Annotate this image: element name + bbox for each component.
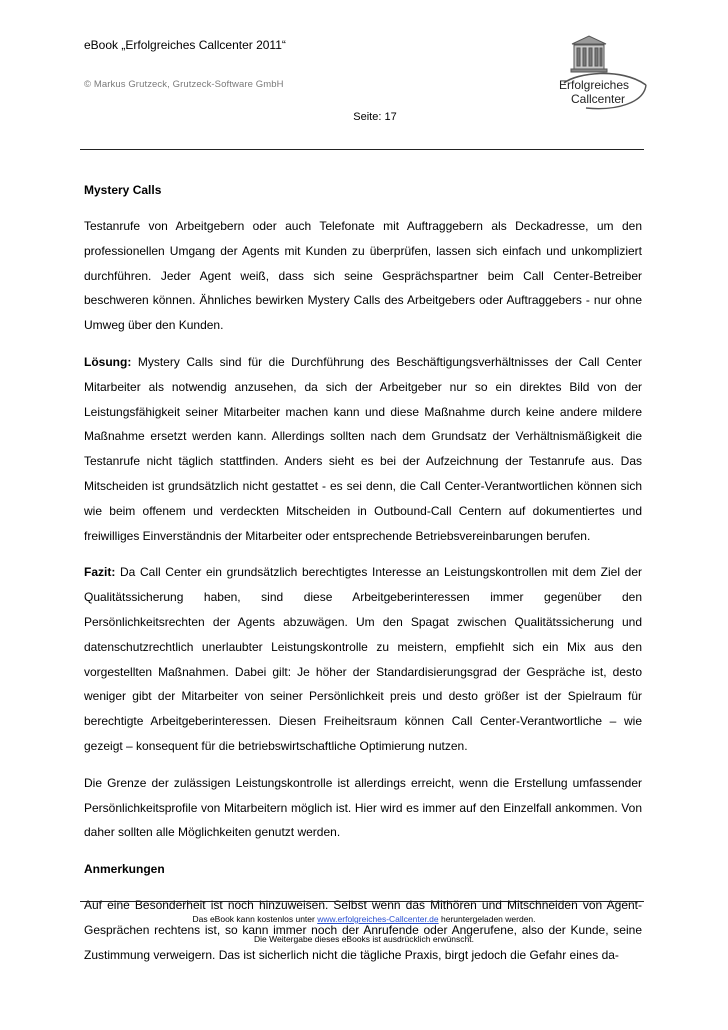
heading-mystery-calls: Mystery Calls xyxy=(84,183,162,197)
footer-text-after: heruntergeladen werden. xyxy=(438,914,536,924)
footer-sharing-note: Die Weitergabe dieses eBooks ist ausdrücklich erwünscht. xyxy=(253,934,474,944)
paragraph-fazit xyxy=(84,560,642,758)
heading-anmerkungen: Anmerkungen xyxy=(84,862,165,877)
header-divider xyxy=(80,149,644,150)
fazit-text: Da Call Center ein grundsätzlich berechtigtes Interesse an Leistungskontrollen mit dem Ziel der Qualitätssicherung haben, sind diese Arbeitgeberinteressen immer gegenüber den Persönlichkeitsrechten der Agents abzuwägen. Um den Spagat zwischen Qualitätssicherung und datenschutzrechtlich unerlaubter Leistungskontrolle zu meistern, empfiehlt sich ein Mix aus den vorgestellten Maßnahmen. Dabei gilt: Je höher der Standardisierungsgrad der Gespräche ist, desto weniger gibt der Mitarbeiter von seiner Persönlichkeit preis und desto größer ist der Spielraum für berechtigte Arbeitgeberinteressen. Diesen Freiheitsraum können Call Center-Verantwortliche – wie gezeigt – konsequent für die betriebswirtschaftliche Optimierung nutzen. xyxy=(84,565,642,753)
paragraph-anmerkungen: Auf eine Besonderheit ist noch hinzuweisen. Selbst wenn das Mithören und Mitschneiden von Agent-Gesprächen rechtens ist, so kann immer noch der Anrufende oder Angerufene, also der Kunde, seine Zustimmung verweigern. Das ist sicherlich nicht die tägliche Praxis, birgt jedoch die Gefahr eines da- xyxy=(84,898,642,962)
fazit-label: Fazit: xyxy=(84,565,116,580)
paragraph-grenze: Die Grenze der zulässigen Leistungskontrolle ist allerdings erreicht, wenn die Erstellung umfassender Persönlichkeitsprofile von Mitarbeitern möglich ist. Hier wird es immer auf den Einzelfall ankommen. Von daher sollten alle Möglichkeiten genutzt werden. xyxy=(84,775,642,840)
footer-download-note xyxy=(84,914,644,924)
paragraph-loesung xyxy=(84,350,642,548)
logo-text-line2: Callcenter xyxy=(571,92,626,106)
copyright-line: © Markus Grutzeck, Grutzeck-Software GmbH xyxy=(84,79,284,90)
website-link[interactable]: www.erfolgreiches-Callcenter.de xyxy=(317,914,439,924)
erfolgreiches-callcenter-logo xyxy=(546,33,650,113)
footer-divider xyxy=(80,901,644,902)
footer-text-before: Das eBook kann kostenlos unter xyxy=(192,914,318,924)
building-icon xyxy=(571,36,607,72)
paragraph-mystery-calls: Testanrufe von Arbeitgebern oder auch Telefonate mit Auftraggebern als Deckadresse, um den professionellen Umgang der Agents mit Kunden zu überprüfen, lassen sich einfach und unkompliziert durchführen. Jeder Agent weiß, dass sich seine Gesprächspartner beim Call Center-Betreiber beschweren können. Ähnliches bewirken Mystery Calls des Arbeitgebers oder Auftraggebers - nur ohne Umweg über den Kunden. xyxy=(84,219,642,333)
logo-text-line1: Erfolgreiches xyxy=(559,78,630,92)
loesung-label: Lösung: xyxy=(84,354,132,369)
page-body xyxy=(84,178,642,980)
loesung-text: Mystery Calls sind für die Durchführung des Beschäftigungsverhältnisses der Call Center Mitarbeiter als notwendig anzusehen, da sich der Arbeitgeber nur so ein direktes Bild von der Leistungsfähigkeit seiner Mitarbeiter machen kann und diese Maßnahme durch keine andere mildere Maßnahme ersetzt werden kann. Allerdings sollten nach dem Grundsatz der Verhältnismäßigkeit die Testanrufe nicht täglich stattfinden. Anders sieht es bei der Aufzeichnung der Testanrufe aus. Das Mitscheiden ist grundsätzlich nicht gestattet - es sei denn, die Call Center-Verantwortlichen können sich wie beim offenem und verdeckten Mitscheiden in Outbound-Call Centern auf dokumentiertes und freiwilliges Einverständnis der Mitarbeiter oder entsprechende Betriebsvereinbarungen berufen. xyxy=(84,354,642,543)
document-title: eBook „Erfolgreiches Callcenter 2011“ xyxy=(84,38,286,52)
page-number: Seite: 17 xyxy=(353,111,397,123)
